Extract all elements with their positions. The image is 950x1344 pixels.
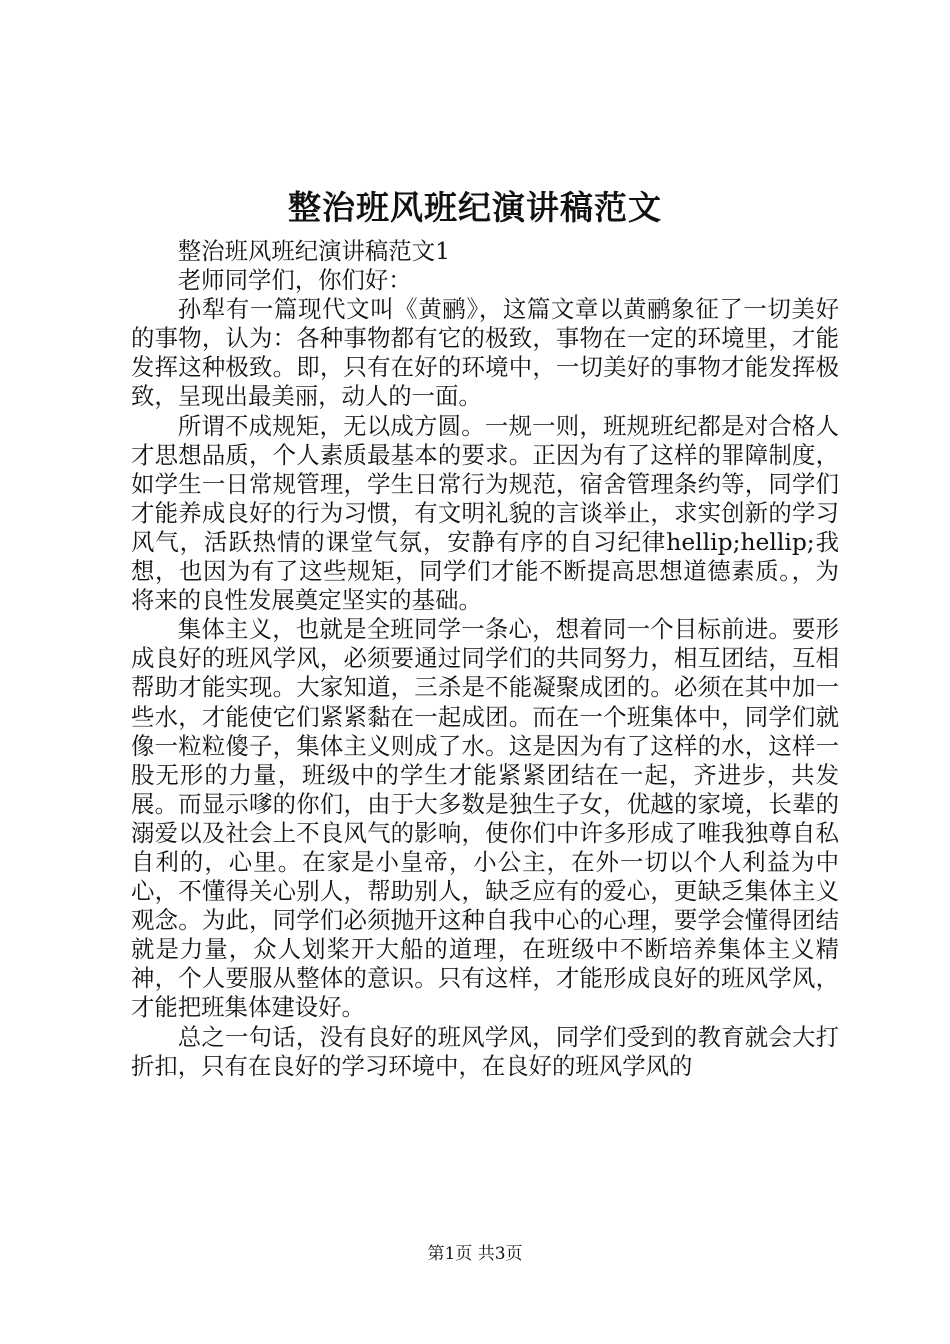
document-title: 整治班风班纪演讲稿范文 — [288, 188, 662, 227]
page-footer: 第1页 共3页 — [427, 1244, 523, 1264]
paragraph: 孙犁有一篇现代文叫《黄鹂》，这篇文章以黄鹂象征了一切美好的事物，认为：各种事物都有它的极致，事物在一定的环境里，才能发挥这种极致。即，只有在好的环境中，一切美好的事物才能发挥极致，呈现出最美丽，动人的一面。 — [131, 295, 839, 411]
paragraph-heading: 整治班风班纪演讲稿范文1 — [177, 237, 450, 265]
paragraph-greeting: 老师同学们，你们好： — [177, 266, 412, 295]
document-body — [131, 237, 839, 1081]
paragraph: 集体主义，也就是全班同学一条心，想着同一个目标前进。要形成良好的班风学风，必须要通过同学们的共同努力，相互团结，互相帮助才能实现。大家知道，三杀是不能凝聚成团的。必须在其中加一些水，才能使它们紧紧黏在一起成团。而在一个班集体中，同学们就像一粒粒傻子，集体主义则成了水。这是因为有了这样的水，这样一股无形的力量，班级中的学生才能紧紧团结在一起，齐进步，共发展。而显示嗲的你们，由于大多数是独生子女，优越的家境，长辈的溺爱以及社会上不良风气的影响，使你们中许多形成了唯我独尊自私自利的，心里。在家是小皇帝，小公主，在外一切以个人利益为中心，不懂得关心别人，帮助别人，缺乏应有的爱心，更缺乏集体主义观念。为此，同学们必须抛开这种自我中心的心理，要学会懂得团结就是力量，众人划桨开大船的道理，在班级中不断培养集体主义精神，个人要服从整体的意识。只有这样，才能形成良好的班风学风，才能把班集体建设好。 — [131, 615, 839, 1022]
paragraph: 所谓不成规矩，无以成方圆。一规一则，班规班纪都是对合格人才思想品质，个人素质最基本的要求。正因为有了这样的罪障制度，如学生一日常规管理，学生日常行为规范，宿舍管理条约等，同学们才能养成良好的行为习惯，有文明礼貌的言谈举止，求实创新的学习风气，活跃热情的课堂气氛，安静有序的自习纪律hellip;hellip;我想，也因为有了这些规矩，同学们才能不断提高思想道德素质。，为将来的良性发展奠定坚实的基础。 — [131, 411, 839, 615]
paragraph: 总之一句话，没有良好的班风学风，同学们受到的教育就会大打折扣，只有在良好的学习环境中，在良好的班风学风的 — [131, 1022, 839, 1080]
